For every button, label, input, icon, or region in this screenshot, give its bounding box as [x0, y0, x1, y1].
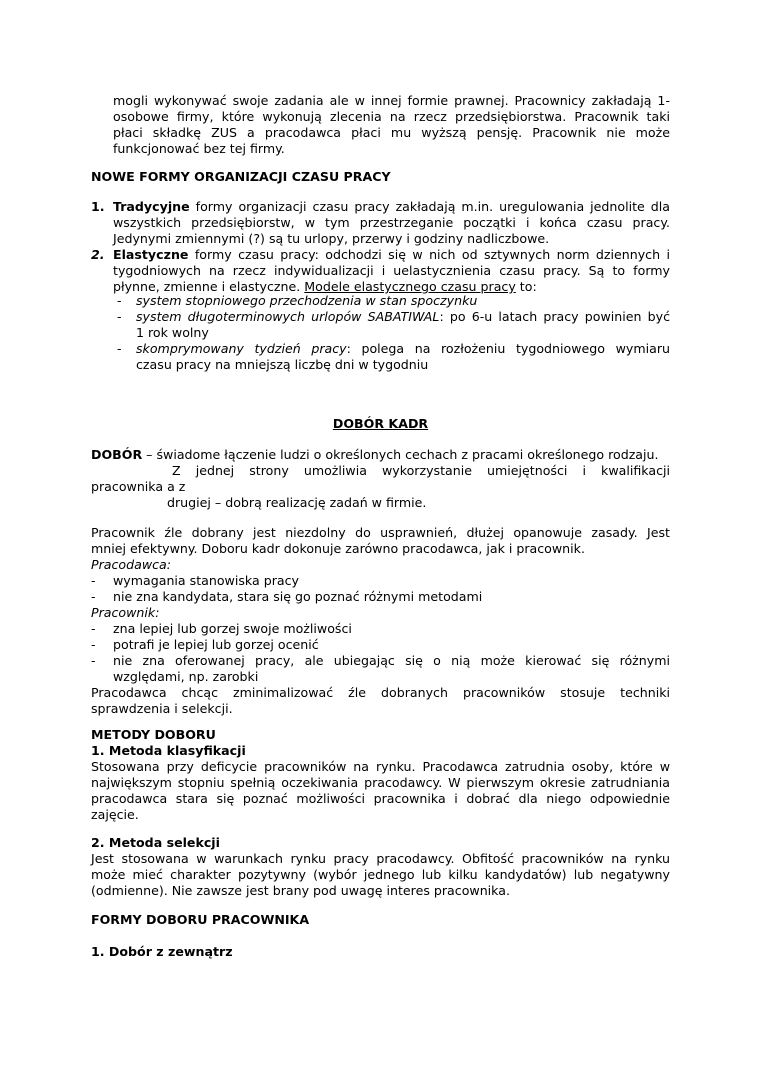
method-line: może mieć charakter pozytywny (wybór jednego lub kilku kandydatów) lub negatywny: [91, 867, 670, 882]
para-line: mniej efektywny. Doboru kadr dokonuje zarówno pracodawca, jak i pracownik.: [91, 541, 585, 556]
item-text: płynne, zmienne i elastyczne.: [113, 279, 305, 294]
method-line: Jest stosowana w warunkach rynku pracy pracodawcy. Obfitość pracowników na rynku: [91, 851, 670, 866]
model-text: 1 rok wolny: [136, 325, 209, 340]
list-item: [91, 341, 670, 373]
section-heading-new-forms: NOWE FORMY ORGANIZACJI CZASU PRACY: [91, 169, 391, 184]
item-text: Jedynymi zmiennymi (?) są tu urlopy, przerwy i godziny nadliczbowe.: [113, 231, 550, 246]
term-traditional: Tradycyjne: [113, 199, 190, 214]
paragraph: [91, 525, 670, 557]
list-number: 2.: [91, 247, 105, 262]
list-number: 1.: [91, 199, 105, 214]
method-line: największym stopniu spełnią oczekiwania pracodawcy. W pierwszym okresie zatrudniania: [91, 775, 670, 790]
method-line: zajęcie.: [91, 807, 139, 822]
list-text: zna lepiej lub gorzej swoje możliwości: [113, 621, 352, 636]
dash-bullet: -: [117, 293, 122, 308]
list-item-traditional: [91, 199, 670, 247]
selection-method: [91, 835, 670, 899]
model-text: system długoterminowych urlopów SABATIWAL: [136, 309, 440, 324]
intro-paragraph: [113, 93, 670, 157]
para-line: Pracownik źle dobrany jest niezdolny do usprawnień, dłużej opanowuje zasady. Jest: [91, 525, 670, 540]
list-item: [91, 293, 670, 309]
method-line: (odmienne). Nie zawsze jest brany pod uwagę interes pracownika.: [91, 883, 510, 898]
list-item: - zna lepiej lub gorzej swoje możliwości: [91, 621, 670, 637]
list-item: - nie zna oferowanej pracy, ale ubiegając się o nią może kierować się różnymi względami, np. zarobki: [91, 653, 670, 684]
list-item-flexible: [91, 247, 670, 295]
closing-line: sprawdzenia i selekcji.: [91, 701, 233, 716]
list-text: potrafi je lepiej lub gorzej ocenić: [113, 637, 319, 652]
dash-bullet: -: [117, 341, 122, 356]
role-lists: [91, 557, 670, 717]
intro-line: osobowe firmy, które wykonują zlecenia na rzecz przedsiębiorstwa. Pracownik taki: [113, 109, 670, 124]
list-text: nie zna kandydata, stara się go poznać różnymi metodami: [113, 589, 483, 604]
method-line: Stosowana przy deficycie pracowników na rynku. Pracodawca zatrudnia osoby, które w: [91, 759, 670, 774]
employee-label: Pracownik:: [91, 605, 160, 620]
definition-paragraph: [91, 447, 670, 511]
methods-section: [91, 727, 670, 823]
def-text: pracownika a z: [91, 479, 186, 494]
item-text: tygodniowych na rzecz indywidualizacji i uelastycznienia czasu pracy. Są to formy: [113, 263, 670, 278]
list-item: [91, 309, 670, 341]
def-text: Z jednej strony umożliwia wykorzystanie umiejętności i kwalifikacji: [172, 463, 670, 478]
list-item: - nie zna kandydata, stara się go poznać różnymi metodami: [91, 589, 670, 605]
model-text: skomprymowany tydzień pracy: [136, 341, 347, 356]
model-text: system stopniowego przechodzenia w stan spoczynku: [136, 293, 478, 308]
item-text: formy organizacji czasu pracy zakładają m.in. uregulowania jednolite dla: [189, 199, 670, 214]
term-flexible: Elastyczne: [113, 247, 189, 262]
models-list: [91, 293, 670, 373]
list-text: wymagania stanowiska pracy: [113, 573, 299, 588]
item-text: formy czasu pracy: odchodzi się w nich od sztywnych norm dziennych i: [188, 247, 670, 262]
method-heading-selection: 2. Metoda selekcji: [91, 835, 220, 850]
model-text: : polega na rozłożeniu tygodniowego wymiaru: [346, 341, 670, 356]
method-heading-classification: 1. Metoda klasyfikacji: [91, 743, 246, 758]
dash-bullet: -: [117, 309, 122, 324]
list-item: - potrafi je lepiej lub gorzej ocenić: [91, 637, 670, 653]
def-text: – świadome łączenie ludzi o określonych cechach z pracami określonego rodzaju.: [142, 447, 659, 462]
section-heading-methods: METODY DOBORU: [91, 727, 216, 742]
def-text: drugiej – dobrą realizację zadań w firmie.: [167, 495, 427, 510]
model-text: : po 6-u latach pracy powinien być: [439, 309, 671, 324]
list-item: - wymagania stanowiska pracy: [91, 573, 670, 589]
closing-line: Pracodawca chcąc zminimalizować źle dobranych pracowników stosuje techniki: [91, 685, 670, 700]
term-dobor: DOBÓR: [91, 447, 143, 462]
underlined-phrase: Modele elastycznego czasu pracy: [304, 279, 516, 294]
model-text: czasu pracy na mniejszą liczbę dni w tygodniu: [136, 357, 429, 372]
intro-line: funkcjonować bez tej firmy.: [113, 141, 285, 156]
item-text: to:: [515, 279, 537, 294]
item-text: wszystkich przedsiębiorstw, w tym przestrzeganie początki i końca czasu pracy.: [113, 215, 670, 230]
intro-line: mogli wykonywać swoje zadania ale w innej formie prawnej. Pracownicy zakładają 1-: [113, 93, 670, 108]
method-line: pracodawca stara się poznać możliwości pracownika i dobrać dla niego odpowiednie: [91, 791, 670, 806]
form-item-external: 1. Dobór z zewnątrz: [91, 944, 233, 959]
section-heading-forms: FORMY DOBORU PRACOWNIKA: [91, 912, 310, 927]
section-title-dobor-kadr: [91, 416, 670, 432]
list-text: nie zna oferowanej pracy, ale ubiegając się o nią może kierować się różnymi: [113, 653, 670, 668]
employer-label: Pracodawca:: [91, 557, 172, 572]
list-text: względami, np. zarobki: [113, 669, 259, 684]
title-text: DOBÓR KADR: [332, 416, 429, 431]
intro-line: płaci składkę ZUS a pracodawca płaci mu wyższą pensję. Pracownik nie może: [113, 125, 670, 140]
